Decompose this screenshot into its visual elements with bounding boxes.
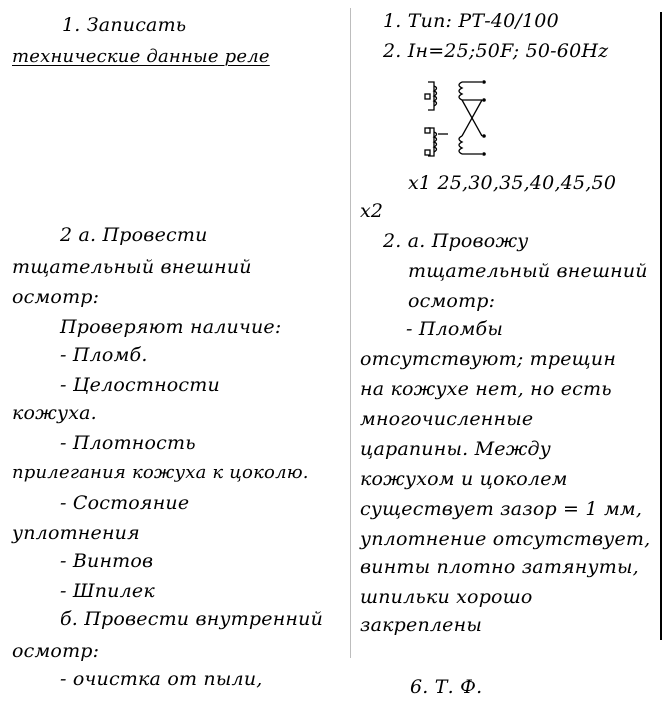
left-item-2a-heading: 2 а. Провести [60,224,208,246]
left-item-2b-heading: б. Провести внутренний [60,608,324,630]
right-result-8: винты плотно затянуты, [360,556,639,578]
left-check-screws: - Винтов [60,550,154,572]
page-right-border [660,12,662,640]
right-item-2a-text-1: тщательный внешний [408,260,648,282]
left-check-studs: - Шпилек [60,580,155,602]
left-check-heading: Проверяют наличие: [60,316,282,338]
left-check-fit-cont: прилегания кожуха к цоколю. [12,462,309,483]
left-check-integrity: - Целостности [60,374,220,396]
right-result-2: на кожухе нет, но есть [360,378,612,400]
left-item-2a-text-1: тщательный внешний [12,256,252,278]
right-terminal-x2: x2 [360,200,384,222]
left-item-2b-text: осмотр: [12,640,100,662]
right-item-2b-cutoff: 6. Т. Ф. [410,676,483,698]
left-item-2b-dust: - очистка от пыли, [60,668,263,690]
left-item-1-heading: 1. Записать [62,14,187,36]
right-relay-rating: 2. Iн=25;50F; 50-60Hz [383,40,609,62]
left-check-fit: - Плотность [60,432,196,454]
right-result-10: закреплены [360,614,483,636]
right-item-2a-heading: 2. а. Провожу [383,230,529,252]
relay-circuit-diagram [418,72,493,164]
right-seals: - Пломбы [406,318,503,340]
right-relay-type: 1. Тип: РТ-40/100 [383,10,559,32]
right-result-1: отсутствуют; трещин [360,348,617,370]
left-check-state: - Состояние [60,492,190,514]
column-divider [350,8,351,658]
right-result-5: кожухом и цоколем [360,468,568,490]
right-result-6: существует зазор = 1 мм, [360,498,643,520]
left-item-2a-text-2: осмотр: [12,286,100,308]
right-result-7: уплотнение отсутствует, [360,528,651,550]
right-terminal-x1: x1 25,30,35,40,45,50 [408,172,617,194]
left-check-state-cont: уплотнения [12,522,140,544]
left-item-1-text: технические данные реле [12,46,270,67]
left-check-integrity-cont: кожуха. [12,402,97,424]
right-result-4: царапины. Между [360,438,551,460]
right-item-2a-text-2: осмотр: [408,290,496,312]
right-result-9: шпильки хорошо [360,586,533,608]
left-check-seals: - Пломб. [60,344,148,366]
right-result-3: многочисленные [360,408,534,430]
